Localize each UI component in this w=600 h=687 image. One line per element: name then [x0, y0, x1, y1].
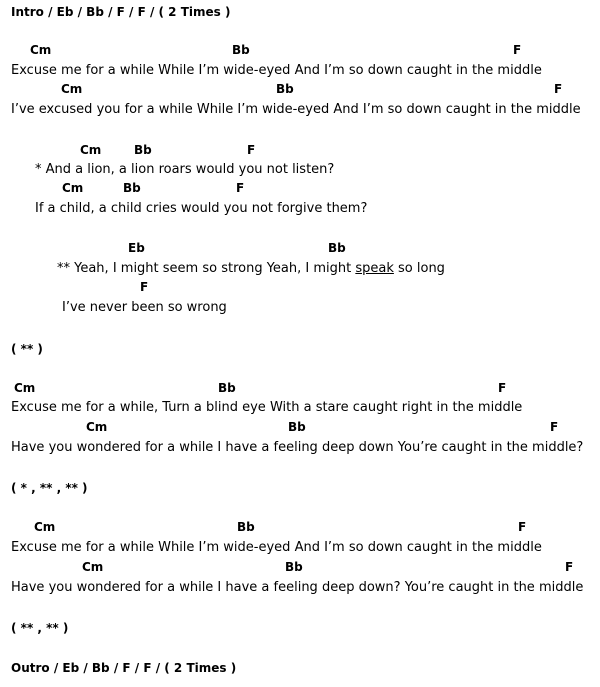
lyric-line: I’ve never been so wrong [62, 300, 227, 315]
chord: F [498, 381, 507, 395]
underlined-word: speak [355, 261, 394, 276]
chord: Bb [232, 43, 250, 57]
chord: F [140, 280, 149, 294]
lyric-line: I’ve excused you for a while While I’m wide-eyed And I’m so down caught in the middle [11, 102, 581, 117]
chord: Cm [34, 520, 56, 534]
chord: Cm [80, 143, 102, 157]
chord: Bb [328, 241, 346, 255]
chord: Cm [61, 82, 83, 96]
chord: F [247, 143, 256, 157]
chord: Cm [86, 420, 108, 434]
chord: Cm [30, 43, 52, 57]
lyric-segment: ** Yeah, I might seem so strong Yeah, I might [57, 261, 356, 276]
chord: F [518, 520, 527, 534]
lyric-segment: so long [393, 261, 445, 276]
chord: Bb [134, 143, 152, 157]
lyric-line: * And a lion, a lion roars would you not listen? [35, 162, 335, 177]
lyric-line: Have you wondered for a while I have a feeling deep down You’re caught in the middle? [11, 440, 584, 455]
chord: Bb [218, 381, 236, 395]
repeat-marker: ( ** , ** ) [11, 621, 69, 635]
chord: Bb [276, 82, 294, 96]
lyric-line: Have you wondered for a while I have a feeling deep down? You’re caught in the middle [11, 580, 584, 595]
chord: Eb [128, 241, 145, 255]
chord: Bb [237, 520, 255, 534]
intro-line: Intro / Eb / Bb / F / F / ( 2 Times ) [11, 5, 231, 19]
lyric-line: If a child, a child cries would you not forgive them? [35, 201, 368, 216]
chord: Bb [288, 420, 306, 434]
chord: F [565, 560, 574, 574]
chord: F [236, 181, 245, 195]
lyric-line: Excuse me for a while While I’m wide-eyed And I’m so down caught in the middle [11, 63, 542, 78]
chord: Bb [285, 560, 303, 574]
chord: F [550, 420, 559, 434]
chord: Cm [14, 381, 36, 395]
chord: Bb [123, 181, 141, 195]
lyric-line [57, 261, 445, 276]
outro-line: Outro / Eb / Bb / F / F / ( 2 Times ) [11, 661, 237, 675]
chord: F [513, 43, 522, 57]
repeat-marker: ( * , ** , ** ) [11, 481, 88, 495]
repeat-marker: ( ** ) [11, 342, 43, 356]
lyric-line: Excuse me for a while, Turn a blind eye With a stare caught right in the middle [11, 400, 523, 415]
chord: Cm [62, 181, 84, 195]
chord: F [554, 82, 563, 96]
chord: Cm [82, 560, 104, 574]
lyric-line: Excuse me for a while While I’m wide-eyed And I’m so down caught in the middle [11, 540, 542, 555]
